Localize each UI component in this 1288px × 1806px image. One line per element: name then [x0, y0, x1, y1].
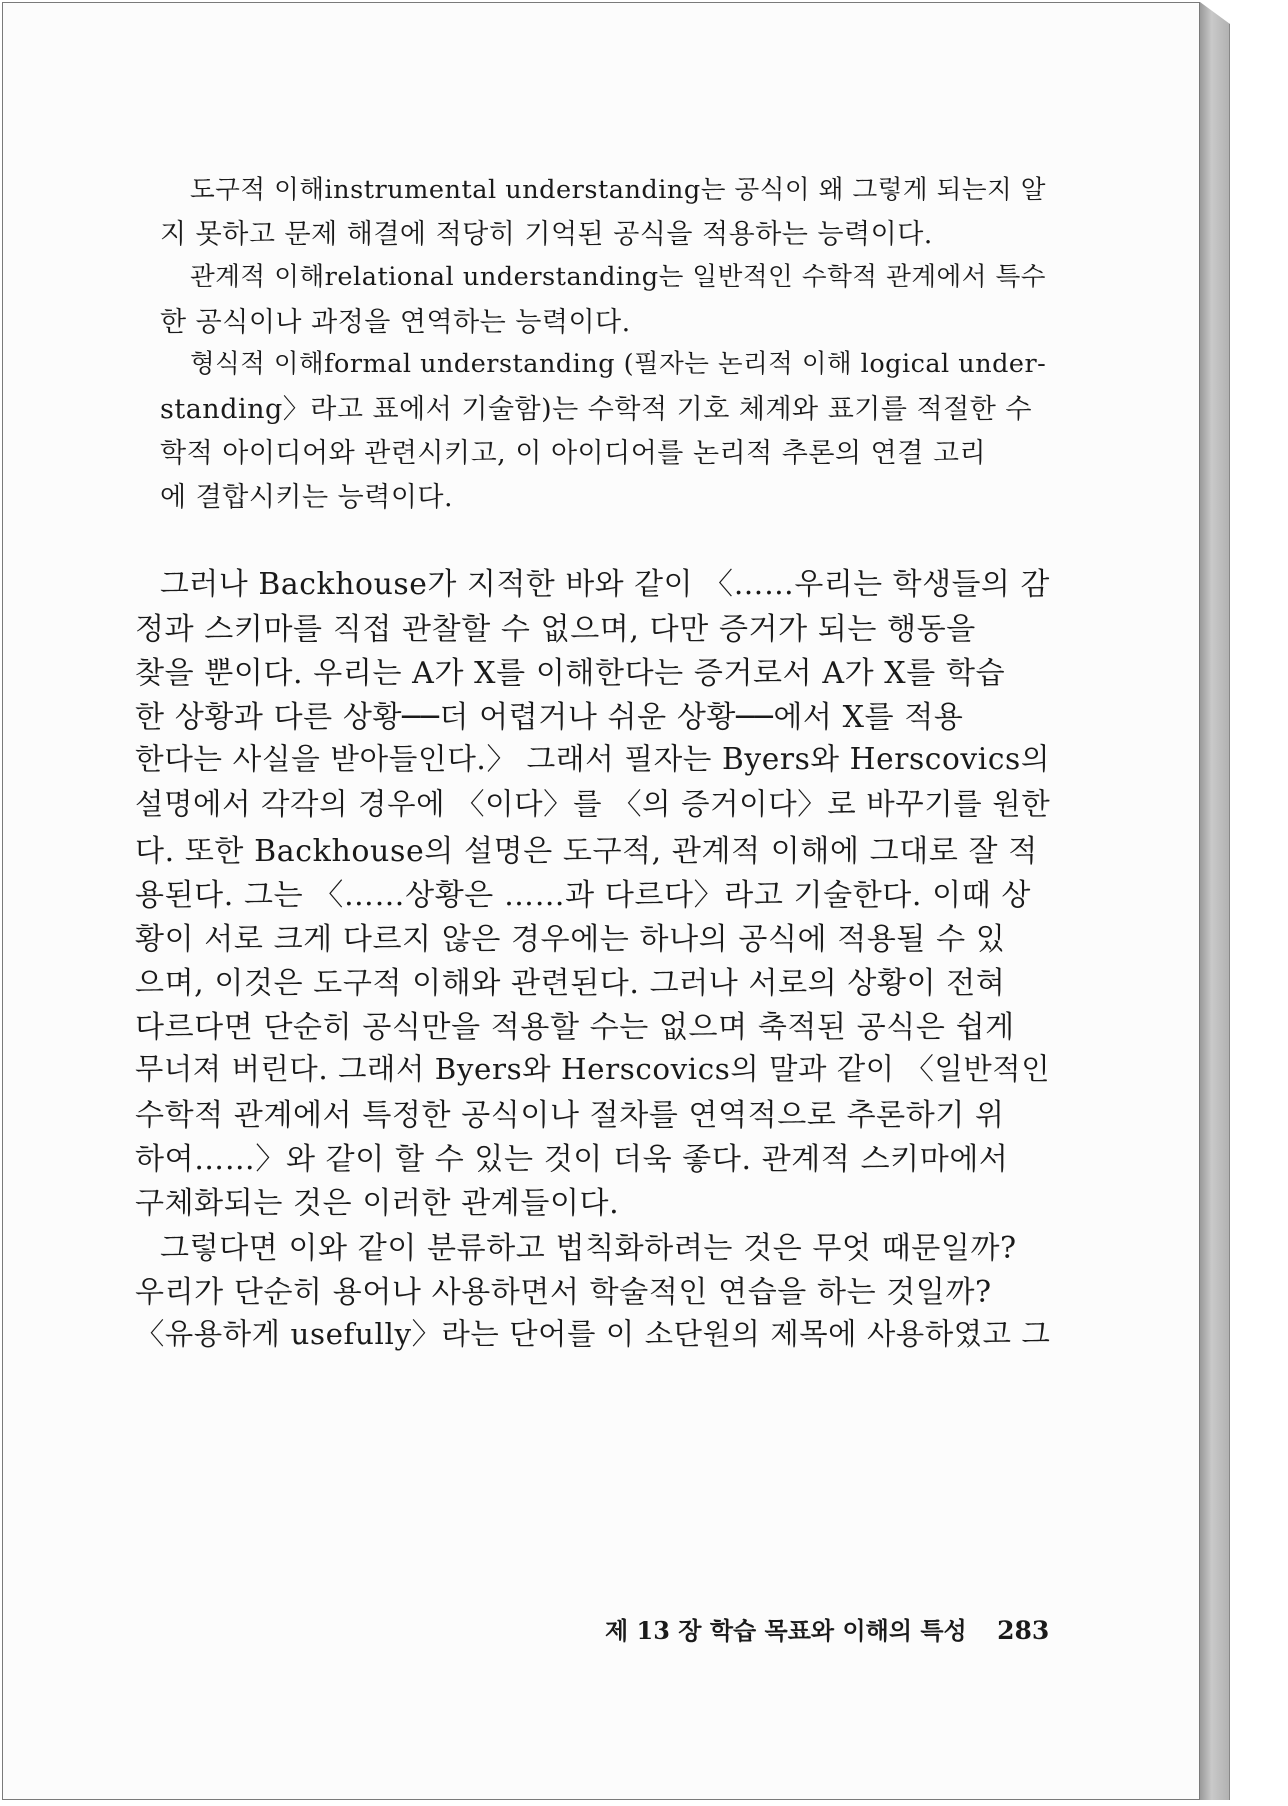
text-line: 용된다. 그는 〈……상황은 ……과 다르다〉라고 기술한다. 이때 상 — [135, 878, 1032, 913]
text-line: 다. 또한 Backhouse의 설명은 도구적, 관계적 이해에 그대로 잘 적 — [135, 834, 1038, 869]
text-line: 그렇다면 이와 같이 분류하고 법칙화하려는 것은 무엇 때문일까? — [160, 1231, 1017, 1266]
text-line: 학적 아이디어와 관련시키고, 이 아이디어를 논리적 추론의 연결 고리 — [160, 438, 987, 469]
page-corner — [1200, 2, 1230, 24]
text-line: 설명에서 각각의 경우에 〈이다〉를 〈의 증거이다〉로 바꾸기를 원한 — [135, 787, 1051, 821]
text-line: 하여……〉와 같이 할 수 있는 것이 더욱 좋다. 관계적 스키마에서 — [135, 1142, 1009, 1177]
text-line: 에 결합시키는 능력이다. — [160, 482, 454, 513]
text-line: 관계적 이해relational understanding는 일반적인 수학적 관계에서 특수 — [190, 262, 1047, 292]
text-line: 황이 서로 크게 다르지 않은 경우에는 하나의 공식에 적용될 수 있 — [135, 922, 1006, 957]
text-line: 수학적 관계에서 특정한 공식이나 절차를 연역적으로 추론하기 위 — [135, 1098, 1005, 1133]
page-number: 283 — [997, 1616, 1050, 1645]
text-line: 〈유용하게 usefully〉라는 단어를 이 소단원의 제목에 사용하였고 그 — [135, 1317, 1051, 1351]
text-line: 형식적 이해formal understanding (필자는 논리적 이해 logical under- — [190, 349, 1047, 379]
text-line: 한 공식이나 과정을 연역하는 능력이다. — [160, 307, 631, 338]
text-line: 찾을 뿐이다. 우리는 A가 X를 이해한다는 증거로서 A가 X를 학습 — [135, 656, 1006, 691]
text-line: 정과 스키마를 직접 관찰할 수 없으며, 다만 증거가 되는 행동을 — [135, 612, 976, 647]
text-line: 우리가 단순히 용어나 사용하면서 학술적인 연습을 하는 것일까? — [135, 1275, 992, 1310]
right-margin — [1231, 0, 1288, 1806]
chapter-title: 제 13 장 학습 목표와 이해의 특성 — [605, 1616, 967, 1645]
text-line: 다르다면 단순히 공식만을 적용할 수는 없으며 축적된 공식은 쉽게 — [135, 1010, 1015, 1045]
text-line: 도구적 이해instrumental understanding는 공식이 왜 그렇게 되는지 알 — [190, 175, 1046, 205]
page-footer — [605, 1611, 1049, 1646]
text-line: 지 못하고 문제 해결에 적당히 기억된 공식을 적용하는 능력이다. — [160, 219, 933, 250]
page-edge-shadow — [1200, 2, 1230, 1800]
text-line: standing〉라고 표에서 기술함)는 수학적 기호 체계와 표기를 적절한 수 — [160, 394, 1032, 425]
text-line: 한 상황과 다른 상황──더 어렵거나 쉬운 상황──에서 X를 적용 — [135, 700, 964, 735]
text-line: 한다는 사실을 받아들인다.〉 그래서 필자는 Byers와 Herscovics의 — [135, 741, 1051, 776]
text-line: 구체화되는 것은 이러한 관계들이다. — [135, 1186, 620, 1221]
text-line: 그러나 Backhouse가 지적한 바와 같이 〈……우리는 학생들의 감 — [160, 567, 1050, 602]
text-line: 무너져 버린다. 그래서 Byers와 Herscovics의 말과 같이 〈일반적인 — [135, 1052, 1051, 1086]
text-line: 으며, 이것은 도구적 이해와 관련된다. 그러나 서로의 상황이 전혀 — [135, 966, 1006, 1001]
